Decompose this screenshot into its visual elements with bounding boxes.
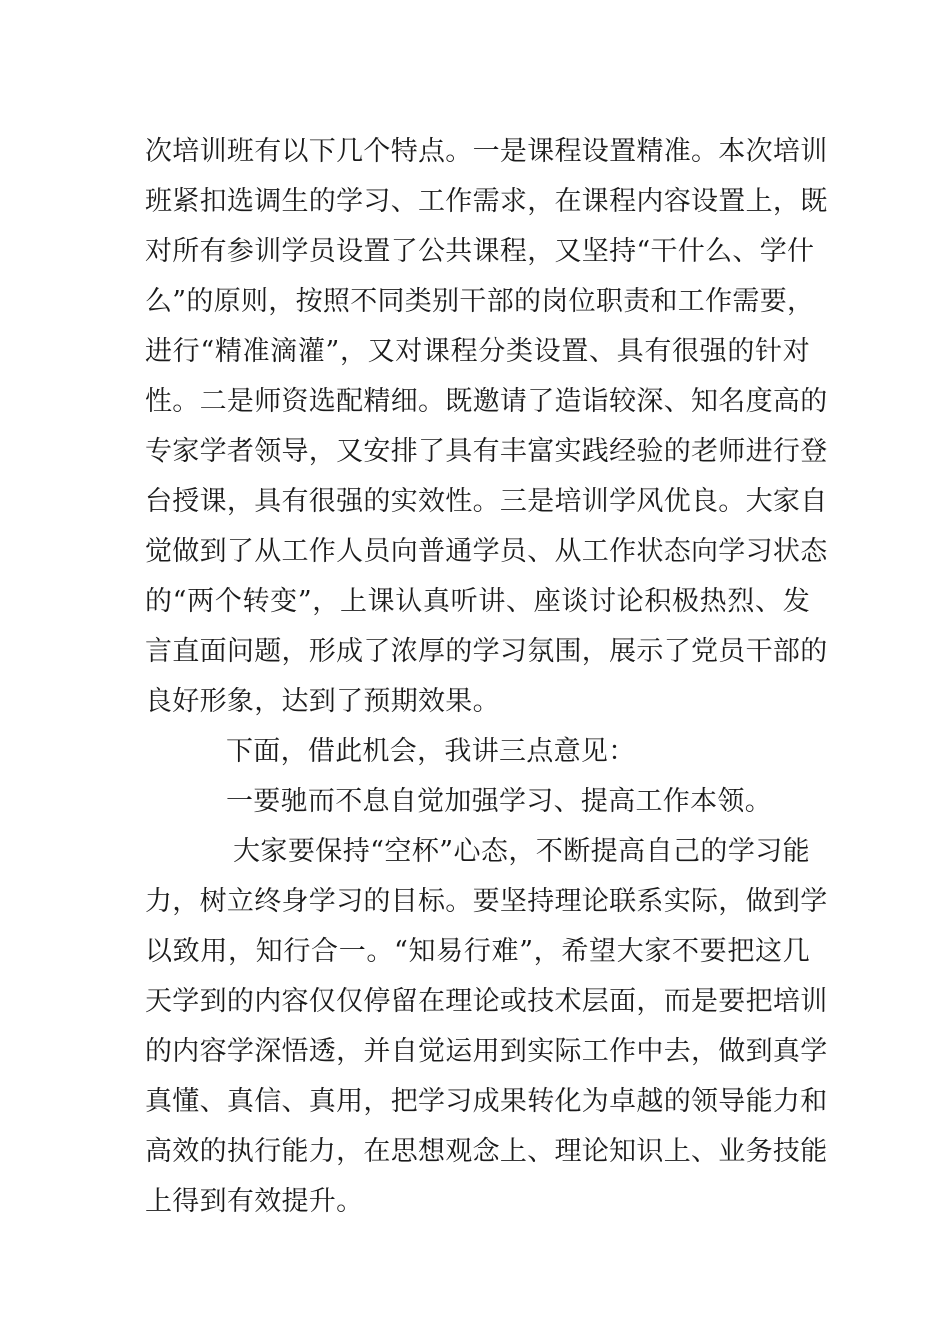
- text-line: 良好形象，达到了预期效果。: [145, 686, 500, 717]
- text-line: 天学到的内容仅仅停留在理论或技术层面，而是要把培训: [145, 986, 828, 1017]
- text-line: 言直面问题，形成了浓厚的学习氛围，展示了党员干部的: [145, 636, 828, 667]
- text-line: 高效的执行能力，在思想观念上、理论知识上、业务技能: [145, 1136, 828, 1167]
- text-line: 性。二是师资选配精细。既邀请了造诣较深、知名度高的: [145, 386, 828, 417]
- document-body: [145, 127, 828, 1227]
- text-line: 力，树立终身学习的目标。要坚持理论联系实际，做到学: [145, 886, 828, 917]
- text-line: 下面，借此机会，我讲三点意见：: [226, 736, 636, 767]
- text-line: 对所有参训学员设置了公共课程，又坚持“干什么、学什: [145, 236, 815, 267]
- text-line: 专家学者领导，又安排了具有丰富实践经验的老师进行登: [145, 436, 828, 467]
- text-line: 的内容学深悟透，并自觉运用到实际工作中去，做到真学: [145, 1036, 828, 1067]
- text-line: 真懂、真信、真用，把学习成果转化为卓越的领导能力和: [145, 1086, 828, 1117]
- paragraph-features: [145, 127, 828, 727]
- text-line: 一要驰而不息自觉加强学习、提高工作本领。: [226, 786, 772, 817]
- paragraph-intro: [145, 727, 810, 777]
- text-line: 的“两个转变”，上课认真听讲、座谈讨论积极热烈、发: [145, 586, 810, 617]
- text-line: 么”的原则，按照不同类别干部的岗位职责和工作需要，: [145, 286, 815, 317]
- text-line: 进行“精准滴灌”，又对课程分类设置、具有很强的针对: [145, 336, 810, 367]
- text-line: 上得到有效提升。: [145, 1186, 364, 1217]
- text-line: 觉做到了从工作人员向普通学员、从工作状态向学习状态: [145, 536, 828, 567]
- text-line: 大家要保持“空杯”心态，不断提高自己的学习能: [233, 836, 810, 867]
- text-line: 以致用，知行合一。“知易行难”，希望大家不要把这几: [145, 936, 810, 967]
- text-line: 次培训班有以下几个特点。一是课程设置精准。本次培训: [145, 136, 828, 167]
- text-line: 班紧扣选调生的学习、工作需求，在课程内容设置上，既: [145, 186, 828, 217]
- text-line: 台授课，具有很强的实效性。三是培训学风优良。大家自: [145, 486, 828, 517]
- section-heading-one: [145, 777, 810, 827]
- paragraph-study: [145, 827, 828, 1227]
